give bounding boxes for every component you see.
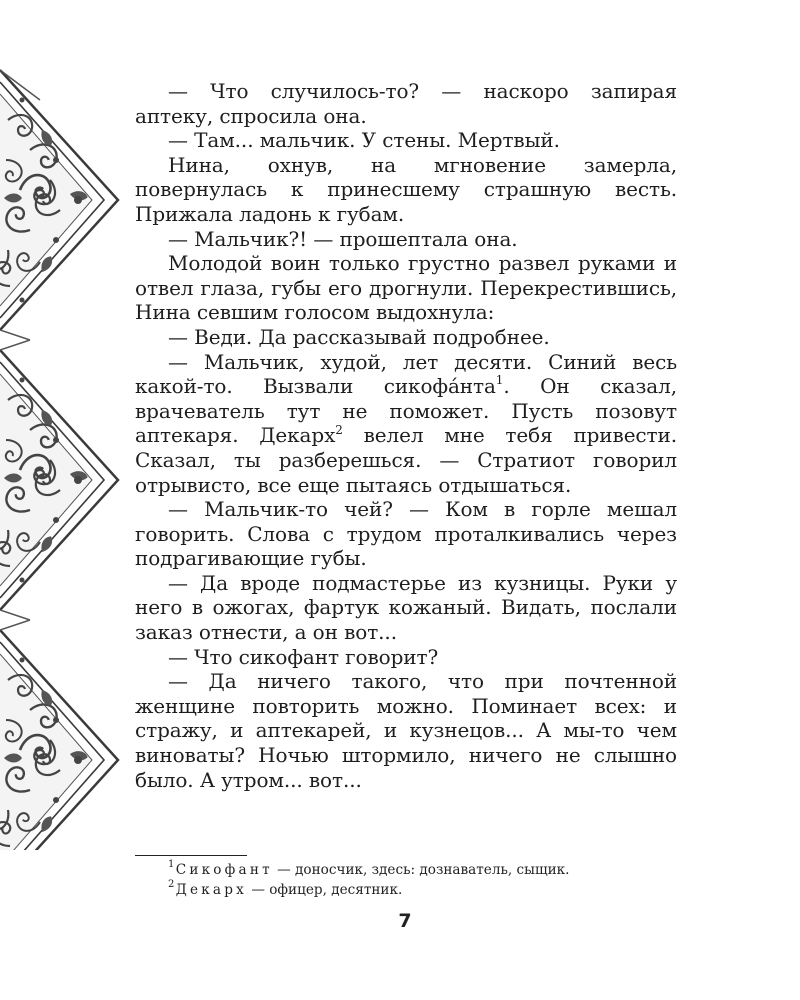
- paragraph: — Там... мальчик. У стены. Мертвый.: [168, 128, 560, 153]
- paragraph: — Что сикофант говорит?: [168, 644, 439, 669]
- paragraph: — Что случилось-то? — наскоро запирая аптеку, спросила она.: [135, 79, 677, 128]
- main-text: [135, 79, 677, 792]
- paragraph: Нина, охнув, на мгновение замерла, повернулась к принесшему страшную весть. Прижала ладонь к губам.: [135, 152, 677, 226]
- paragraph: Молодой воин только грустно развел руками и отвел глаза, губы его дрогнули. Перекрестившись, Нина севшим голосом выдохнула:: [135, 251, 677, 325]
- footnote-term: Сикофант: [175, 862, 273, 878]
- paragraph: — Да ничего такого, что при почтенной женщине повторить можно. Поминает всех: и стражу, и аптекарей, и кузнецов... А мы-то чем виноваты? Ночью штормило, ничего не слышно было. А утром... вот...: [135, 669, 677, 792]
- footnote-divider: [135, 855, 247, 856]
- paragraph-with-footnotes: — Мальчик, худой, лет десяти. Синий весь какой-то. Вызвали сикофа́нта$^1$. Он сказал, врачеватель тут не поможет. Пусть позовут аптекаря. Декарх$^2$ велел мне тебя привести. Сказал, ты разберешься. — Стратиот говорил отрывисто, все еще пытаясь отдышаться.: [135, 349, 677, 497]
- footnote-2: $^2$ Декарх — офицер, десятник.: [168, 879, 403, 898]
- paragraph: — Мальчик-то чей? — Ком в горле мешал говорить. Слова с трудом проталкивались через подрагивающие губы.: [135, 497, 677, 571]
- footnotes: [135, 860, 680, 900]
- paragraph: — Да вроде подмастерье из кузницы. Руки у него в ожогах, фартук кожаный. Видать, послали заказ отнести, а он вот...: [135, 570, 677, 645]
- footnote-ref-1[interactable]: 1: [495, 373, 504, 388]
- paragraph: — Мальчик?! — прошептала она.: [168, 226, 518, 251]
- footnote-term: Декарх: [175, 882, 247, 898]
- arabesque-border-ornament-icon: [0, 60, 128, 850]
- paragraph: — Веди. Да рассказывай подробнее.: [168, 324, 550, 349]
- footnote-1: $^1$ Сикофант — доносчик, здесь: дознаватель, сыщик.: [168, 859, 570, 878]
- footnote-ref-2[interactable]: 2: [335, 422, 343, 437]
- page-number: 7: [398, 910, 412, 932]
